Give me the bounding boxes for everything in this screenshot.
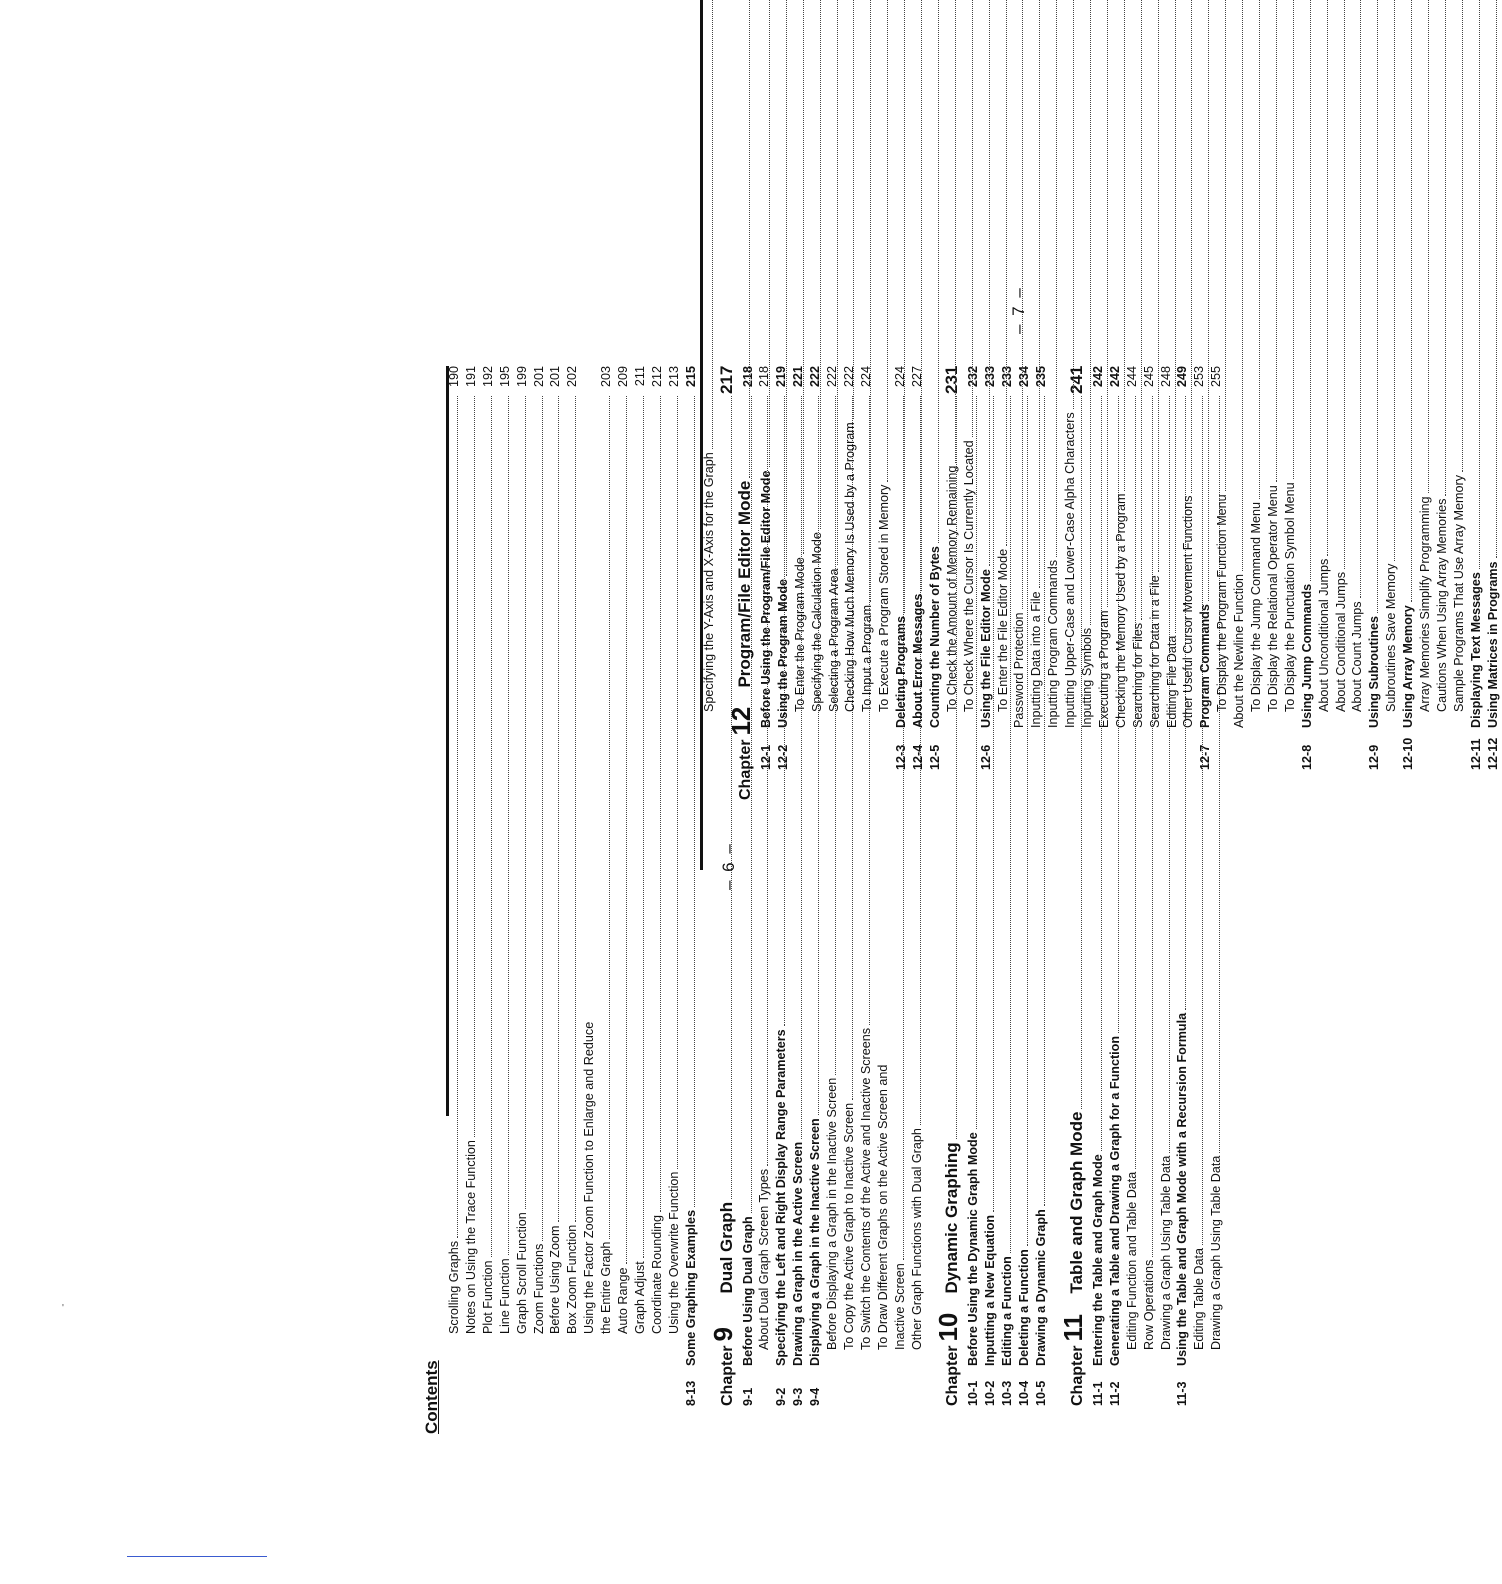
entry-page-number: 213	[666, 366, 681, 388]
section-number: 12-5	[927, 744, 942, 770]
toc-section	[775, 0, 792, 770]
entry-title: Editing Table Data	[1192, 1248, 1207, 1350]
chapter-label: Chapter	[944, 1345, 962, 1406]
chapter-title: Dual Graph	[716, 1201, 736, 1294]
entry-title: Editing File Data	[1164, 635, 1179, 728]
toc-entry	[1333, 0, 1350, 770]
toc-entry	[1079, 0, 1096, 770]
entry-title: To Draw Different Graphs on the Active Screen and	[875, 1064, 890, 1350]
entry-title: Box Zoom Function	[565, 1224, 580, 1334]
entry-title: Inputting a New Equation	[983, 1214, 998, 1366]
entry-title: Searching for Data in a File	[1147, 575, 1162, 728]
toc-entry	[480, 366, 497, 1406]
toc-entry	[1383, 0, 1400, 770]
section-number: 12-4	[911, 744, 925, 770]
toc-entry	[581, 366, 598, 1406]
entry-title: Using Jump Commands	[1299, 583, 1314, 728]
toc-entry	[1265, 0, 1282, 770]
entry-title: About Dual Graph Screen Types	[757, 1168, 772, 1350]
toc-entry	[792, 0, 809, 770]
dot-leader	[904, 0, 905, 613]
section-number: 10-2	[983, 1380, 998, 1406]
entry-page-number: 245	[1141, 366, 1156, 388]
entry-page-number: 192	[480, 366, 495, 388]
dot-leader	[558, 396, 559, 1223]
section-number: 12-7	[1198, 744, 1213, 770]
dot-leader	[803, 0, 804, 554]
chapter-page-number: 217	[716, 365, 736, 394]
chapter-number: 11	[1057, 1314, 1088, 1342]
toc-section	[1468, 0, 1485, 770]
dot-leader	[712, 0, 713, 449]
entry-title: Before Using Dual Graph	[740, 1216, 755, 1366]
dot-leader	[1191, 0, 1192, 493]
entry-title: Drawing a Graph Using Table Data	[1158, 1155, 1173, 1350]
entry-title: Using the Program Mode	[775, 578, 790, 728]
section-number: 12-9	[1367, 744, 1382, 770]
entry-title: Using Matrices in Programs	[1485, 561, 1500, 728]
toc-entry	[1417, 0, 1434, 770]
toc-entry	[463, 366, 480, 1406]
dot-leader	[1225, 0, 1226, 491]
entry-title: About the Newline Function	[1232, 573, 1247, 728]
entry-title: Before Using the Program/File Editor Mode	[758, 470, 773, 728]
entry-page-number: 224	[858, 366, 873, 388]
entry-title: Password Protection	[1012, 612, 1027, 728]
dot-leader	[1124, 0, 1125, 491]
entry-page-number: 203	[599, 366, 614, 388]
chapter-title: Dynamic Graphing	[942, 1142, 962, 1294]
toc-entry	[1164, 0, 1181, 770]
chapter-title: Table and Graph Mode	[1066, 1111, 1086, 1294]
entry-title: To Display the Jump Command Menu	[1249, 502, 1263, 712]
toc-entry	[514, 366, 531, 1406]
entry-title: Other Useful Cursor Movement Functions	[1181, 495, 1196, 728]
section-number: 12-6	[978, 744, 993, 770]
scan-tick-mark: '	[62, 1303, 64, 1314]
entry-page-number: 195	[497, 366, 512, 388]
entry-title: To Copy the Active Graph to Inactive Screen	[841, 1102, 856, 1350]
entry-page-number: 218	[740, 366, 755, 388]
toc-entry	[1028, 0, 1045, 770]
entry-title: To Display the Relational Operator Menu	[1265, 485, 1280, 712]
chapter-number: 12	[725, 706, 756, 736]
dot-leader	[1141, 0, 1142, 620]
chapter-number: 9	[707, 1327, 738, 1342]
dot-leader	[1479, 0, 1480, 569]
section-number: 10-1	[966, 1380, 981, 1406]
entry-title: Inputting Data into a File	[1029, 591, 1044, 728]
entry-title: Using Subroutines	[1367, 616, 1382, 728]
section-number: 12-8	[1299, 744, 1314, 770]
entry-title: Drawing a Dynamic Graph	[1034, 1209, 1048, 1366]
dot-leader	[542, 396, 543, 1241]
dot-leader	[575, 396, 576, 1222]
entry-title: About Error Messages	[911, 593, 925, 728]
dot-leader	[1428, 0, 1429, 493]
dot-leader	[853, 0, 854, 419]
entry-title: Specifying the Y-Axis and X-Axis for the Graph	[702, 452, 716, 712]
entry-title: To Switch the Contents of the Active and Inactive Screens	[858, 1027, 873, 1350]
entry-title: Specifying the Left and Right Display Range Parameters	[774, 1029, 789, 1366]
entry-title: Using the Factor Zoom Function to Enlarge and Reduce	[582, 1021, 597, 1334]
entry-page-number: 233	[983, 366, 998, 388]
dot-leader	[1327, 0, 1328, 556]
entry-page-number: 234	[1017, 366, 1032, 388]
chapter-title: Program/File Editor Mode	[734, 480, 754, 688]
entry-title: Zoom Functions	[531, 1243, 546, 1334]
entry-title: Displaying a Graph in the Inactive Screen	[808, 1118, 823, 1366]
dot-leader	[457, 396, 458, 1238]
entry-title: Entering the Table and Graph Mode	[1090, 1154, 1105, 1366]
toc-section	[758, 0, 775, 770]
toc-section	[1366, 0, 1383, 770]
page-number: – 6 –	[719, 842, 738, 890]
dot-leader	[1377, 0, 1378, 613]
entry-title: To Check the Amount of Memory Remaining	[944, 465, 959, 712]
toc-section	[893, 0, 910, 770]
dot-leader	[491, 396, 492, 1257]
entry-title: the Entire Graph	[599, 1241, 614, 1334]
section-number: 10-3	[1000, 1380, 1015, 1406]
dot-leader	[525, 396, 526, 1209]
dot-leader	[1310, 0, 1311, 581]
dot-leader	[643, 396, 644, 1258]
toc-entry	[842, 0, 859, 770]
toc-entry	[632, 366, 649, 1406]
dot-leader	[749, 0, 750, 478]
toc-entry	[531, 366, 548, 1406]
toc-entry	[1113, 0, 1130, 770]
entry-page-number: 201	[531, 366, 546, 388]
entry-title: To Enter the Program Mode	[792, 557, 807, 712]
entry-title: To Execute a Program Stored in Memory	[877, 484, 892, 712]
entry-title: Deleting a Function	[1017, 1249, 1032, 1366]
entry-title: Cautions When Using Array Memories	[1434, 498, 1449, 712]
toc-entry	[1248, 0, 1265, 770]
chapter-label: Chapter	[1068, 1345, 1086, 1406]
entry-title: Coordinate Rounding	[649, 1214, 664, 1334]
entry-page-number: 218	[757, 366, 772, 388]
entry-page-number: 191	[463, 366, 478, 388]
entry-page-number: 242	[1107, 366, 1122, 388]
toc-section	[1197, 0, 1214, 770]
entry-title: Scrolling Graphs	[447, 1240, 461, 1334]
toc-entry	[547, 366, 564, 1406]
entry-title: Generating a Table and Drawing a Graph for a Function	[1107, 1035, 1122, 1366]
dot-leader	[1496, 0, 1497, 558]
toc-entry	[826, 0, 843, 770]
entry-title: Line Function	[497, 1258, 512, 1334]
entry-title: Inactive Screen	[892, 1263, 907, 1350]
toc-entry	[1180, 0, 1197, 770]
entry-page-number: 227	[909, 366, 924, 388]
entry-title: Selecting a Program Area	[826, 568, 841, 712]
dot-leader	[1360, 0, 1361, 598]
entry-page-number: 222	[825, 366, 839, 388]
dot-leader	[786, 0, 787, 576]
entry-page-number: 211	[632, 366, 647, 387]
entry-title: Displaying Text Messages	[1468, 572, 1483, 728]
toc-section	[1485, 0, 1502, 770]
dot-leader	[609, 396, 610, 1239]
dot-leader	[921, 0, 922, 591]
entry-title: Searching for Files	[1130, 623, 1145, 728]
toc-section	[1400, 0, 1417, 770]
dot-leader	[1158, 0, 1159, 572]
entry-title: About Unconditional Jumps	[1316, 558, 1331, 712]
toc-section	[927, 0, 944, 770]
dot-leader	[938, 0, 939, 543]
toc-entry	[649, 366, 666, 1406]
entry-page-number: 212	[649, 366, 664, 388]
entry-title: Using Array Memory	[1401, 605, 1416, 728]
entry-page-number: 190	[447, 366, 461, 388]
entry-page-number: 202	[565, 366, 580, 388]
dot-leader	[1175, 0, 1176, 633]
entry-title: Editing a Function	[1000, 1256, 1015, 1366]
dot-leader	[1208, 0, 1209, 601]
toc-entry	[615, 366, 632, 1406]
entry-page-number: 255	[1209, 366, 1224, 388]
entry-page-number: 233	[1000, 366, 1015, 388]
toc-entry	[944, 0, 961, 770]
entry-page-number: 201	[548, 366, 563, 388]
dot-leader	[1090, 0, 1091, 625]
entry-title: To Input a Program	[860, 604, 875, 712]
dot-leader	[887, 0, 888, 482]
entry-title: Drawing a Graph Using Table Data	[1209, 1155, 1224, 1350]
section-number: 11-2	[1107, 1381, 1122, 1406]
toc-entry	[961, 0, 978, 770]
entry-title: Plot Function	[480, 1260, 495, 1334]
entry-title: Array Memories Simplify Programming	[1418, 496, 1432, 712]
entry-title: Before Using Zoom	[548, 1225, 563, 1334]
entry-page-number: 219	[774, 366, 789, 388]
entry-title: Some Graphing Examples	[683, 1209, 698, 1366]
entry-title: Inputting Program Commands	[1046, 560, 1061, 728]
toc-entry	[1045, 0, 1062, 770]
entry-page-number: 253	[1192, 366, 1207, 388]
entry-page-number: 244	[1124, 366, 1139, 388]
dot-leader	[1293, 0, 1294, 479]
toc-entry	[1231, 0, 1248, 770]
section-number: 9-4	[808, 1387, 823, 1406]
entry-title: Other Graph Functions with Dual Graph	[909, 1128, 924, 1350]
section-number: 11-1	[1090, 1381, 1105, 1406]
dot-leader	[1276, 0, 1277, 482]
entry-title: Graph Adjust	[632, 1261, 647, 1334]
entry-page-number: 209	[616, 366, 630, 388]
toc-entry	[809, 0, 826, 770]
dot-leader	[837, 0, 838, 565]
entry-title: Using the File Editor Mode	[978, 569, 993, 728]
section-number: 12-2	[775, 744, 790, 770]
toc-entry	[1011, 0, 1028, 770]
entry-page-number: 248	[1158, 366, 1173, 388]
page-number: – 7 –	[1009, 286, 1028, 334]
toc-entry	[1096, 0, 1113, 770]
entry-page-number: 232	[966, 366, 981, 388]
section-number: 8-13	[683, 1380, 698, 1406]
toc-section	[910, 0, 927, 770]
dot-leader	[1394, 0, 1395, 561]
entry-title: Executing a Program	[1096, 610, 1111, 728]
entry-page-number: 224	[892, 366, 907, 388]
entry-title: Inputting Symbols	[1080, 627, 1094, 728]
entry-page-number: 215	[683, 366, 698, 388]
entry-page-number: 222	[808, 366, 823, 388]
entry-title: Counting the Number of Bytes	[927, 546, 942, 728]
toc-entry	[995, 0, 1012, 770]
toc-entry	[876, 0, 893, 770]
toc-entry	[564, 366, 581, 1406]
toc-entry	[1130, 0, 1147, 770]
entry-page-number: 249	[1175, 366, 1190, 388]
section-number: 12-3	[894, 744, 909, 770]
entry-page-number: 199	[514, 366, 529, 388]
toc-section	[1299, 0, 1316, 770]
toc-entry	[446, 366, 463, 1406]
section-number: 12-12	[1485, 737, 1500, 770]
dot-leader	[1039, 0, 1040, 588]
chapter-page-number: 241	[1066, 365, 1086, 394]
dot-leader	[1006, 0, 1007, 546]
section-number: 9-2	[774, 1387, 789, 1406]
entry-title: Auto Range	[616, 1267, 630, 1334]
toc-entry	[701, 0, 718, 770]
toc-entry	[1282, 0, 1299, 770]
entry-title: Inputting Upper-Case and Lower-Case Alpha Characters	[1063, 412, 1078, 728]
dot-leader	[1411, 0, 1412, 602]
entry-title: To Check Where the Cursor Is Currently Located	[961, 440, 976, 712]
dot-leader	[1259, 0, 1260, 499]
entry-title: Graph Scroll Function	[514, 1212, 529, 1334]
chapter-number: 10	[933, 1312, 964, 1342]
dot-leader	[1344, 0, 1345, 569]
entry-title: Notes on Using the Trace Function	[463, 1140, 478, 1334]
dot-leader	[989, 0, 990, 566]
entry-page-number: 235	[1034, 366, 1048, 388]
entry-title: Specifying the Calculation Mode	[809, 532, 824, 712]
section-number: 10-5	[1034, 1380, 1048, 1406]
entry-title: Before Displaying a Graph in the Inactive Screen	[825, 1077, 839, 1350]
dot-leader	[820, 0, 821, 529]
chapter-label: Chapter	[736, 739, 754, 800]
section-number: 12-1	[758, 744, 773, 770]
dot-leader	[972, 0, 973, 437]
toc-entry	[1214, 0, 1231, 770]
dot-leader	[508, 396, 509, 1255]
entry-page-number: 221	[791, 366, 806, 388]
entry-title: Before Using the Dynamic Graph Mode	[966, 1132, 981, 1366]
entry-title: Using the Overwrite Function	[666, 1171, 681, 1334]
entry-title: Using the Table and Graph Mode with a Recursion Formula	[1175, 1012, 1190, 1366]
entry-page-number: 242	[1090, 366, 1105, 388]
entry-title: About Count Jumps	[1350, 601, 1365, 712]
toc-section	[978, 0, 995, 770]
dot-leader	[870, 0, 871, 602]
dot-leader	[474, 396, 475, 1137]
dot-leader	[1242, 0, 1243, 571]
dot-leader	[769, 0, 770, 467]
scan-edge-line	[127, 1556, 267, 1557]
toc-entry	[859, 0, 876, 770]
section-number: 12-10	[1401, 737, 1416, 770]
chapter-label: Chapter	[718, 1345, 736, 1406]
entry-title: To Enter the File Editor Mode	[995, 548, 1010, 712]
dot-leader	[955, 0, 956, 463]
entry-title: Program Commands	[1198, 604, 1213, 728]
toc-entry	[1062, 0, 1079, 770]
dot-leader	[1462, 0, 1463, 472]
section-number: 9-1	[740, 1387, 755, 1406]
section-number: 11-3	[1175, 1381, 1190, 1406]
entry-title: To Display the Punctuation Symbol Menu	[1282, 482, 1297, 712]
entry-title: To Display the Program Function Menu	[1215, 494, 1230, 712]
toc-entry	[1316, 0, 1333, 770]
page-header: Contents	[422, 1360, 441, 1434]
dot-leader	[1107, 0, 1108, 607]
entry-title: Drawing a Graph in the Active Screen	[791, 1141, 806, 1366]
section-number: 9-3	[791, 1387, 806, 1406]
dot-leader	[1056, 0, 1057, 557]
entry-title: Checking the Memory Used by a Program	[1113, 493, 1128, 728]
entry-title: About Conditional Jumps	[1333, 571, 1348, 712]
entry-title: Sample Programs That Use Array Memory	[1451, 474, 1466, 712]
toc-entry	[1147, 0, 1164, 770]
entry-title: Row Operations	[1141, 1259, 1156, 1350]
toc-entry	[1451, 0, 1468, 770]
toc-entry	[1434, 0, 1451, 770]
entry-title: Deleting Programs	[894, 616, 909, 728]
entry-page-number: 222	[841, 366, 856, 388]
chapter-page-number: 231	[942, 365, 962, 394]
toc-entry	[1349, 0, 1366, 770]
entry-title: Editing Function and Table Data	[1124, 1171, 1139, 1350]
section-number: 10-4	[1017, 1380, 1032, 1406]
dot-leader	[626, 396, 627, 1264]
dot-leader	[1073, 0, 1074, 409]
dot-leader	[1445, 0, 1446, 496]
section-number: 12-11	[1468, 738, 1483, 770]
toc-entry	[497, 366, 514, 1406]
dot-leader	[660, 396, 661, 1212]
entry-title: Checking How Much Memory Is Used by a Program	[843, 422, 858, 712]
entry-title: Subroutines Save Memory	[1384, 563, 1399, 712]
toc-entry	[598, 366, 615, 1406]
